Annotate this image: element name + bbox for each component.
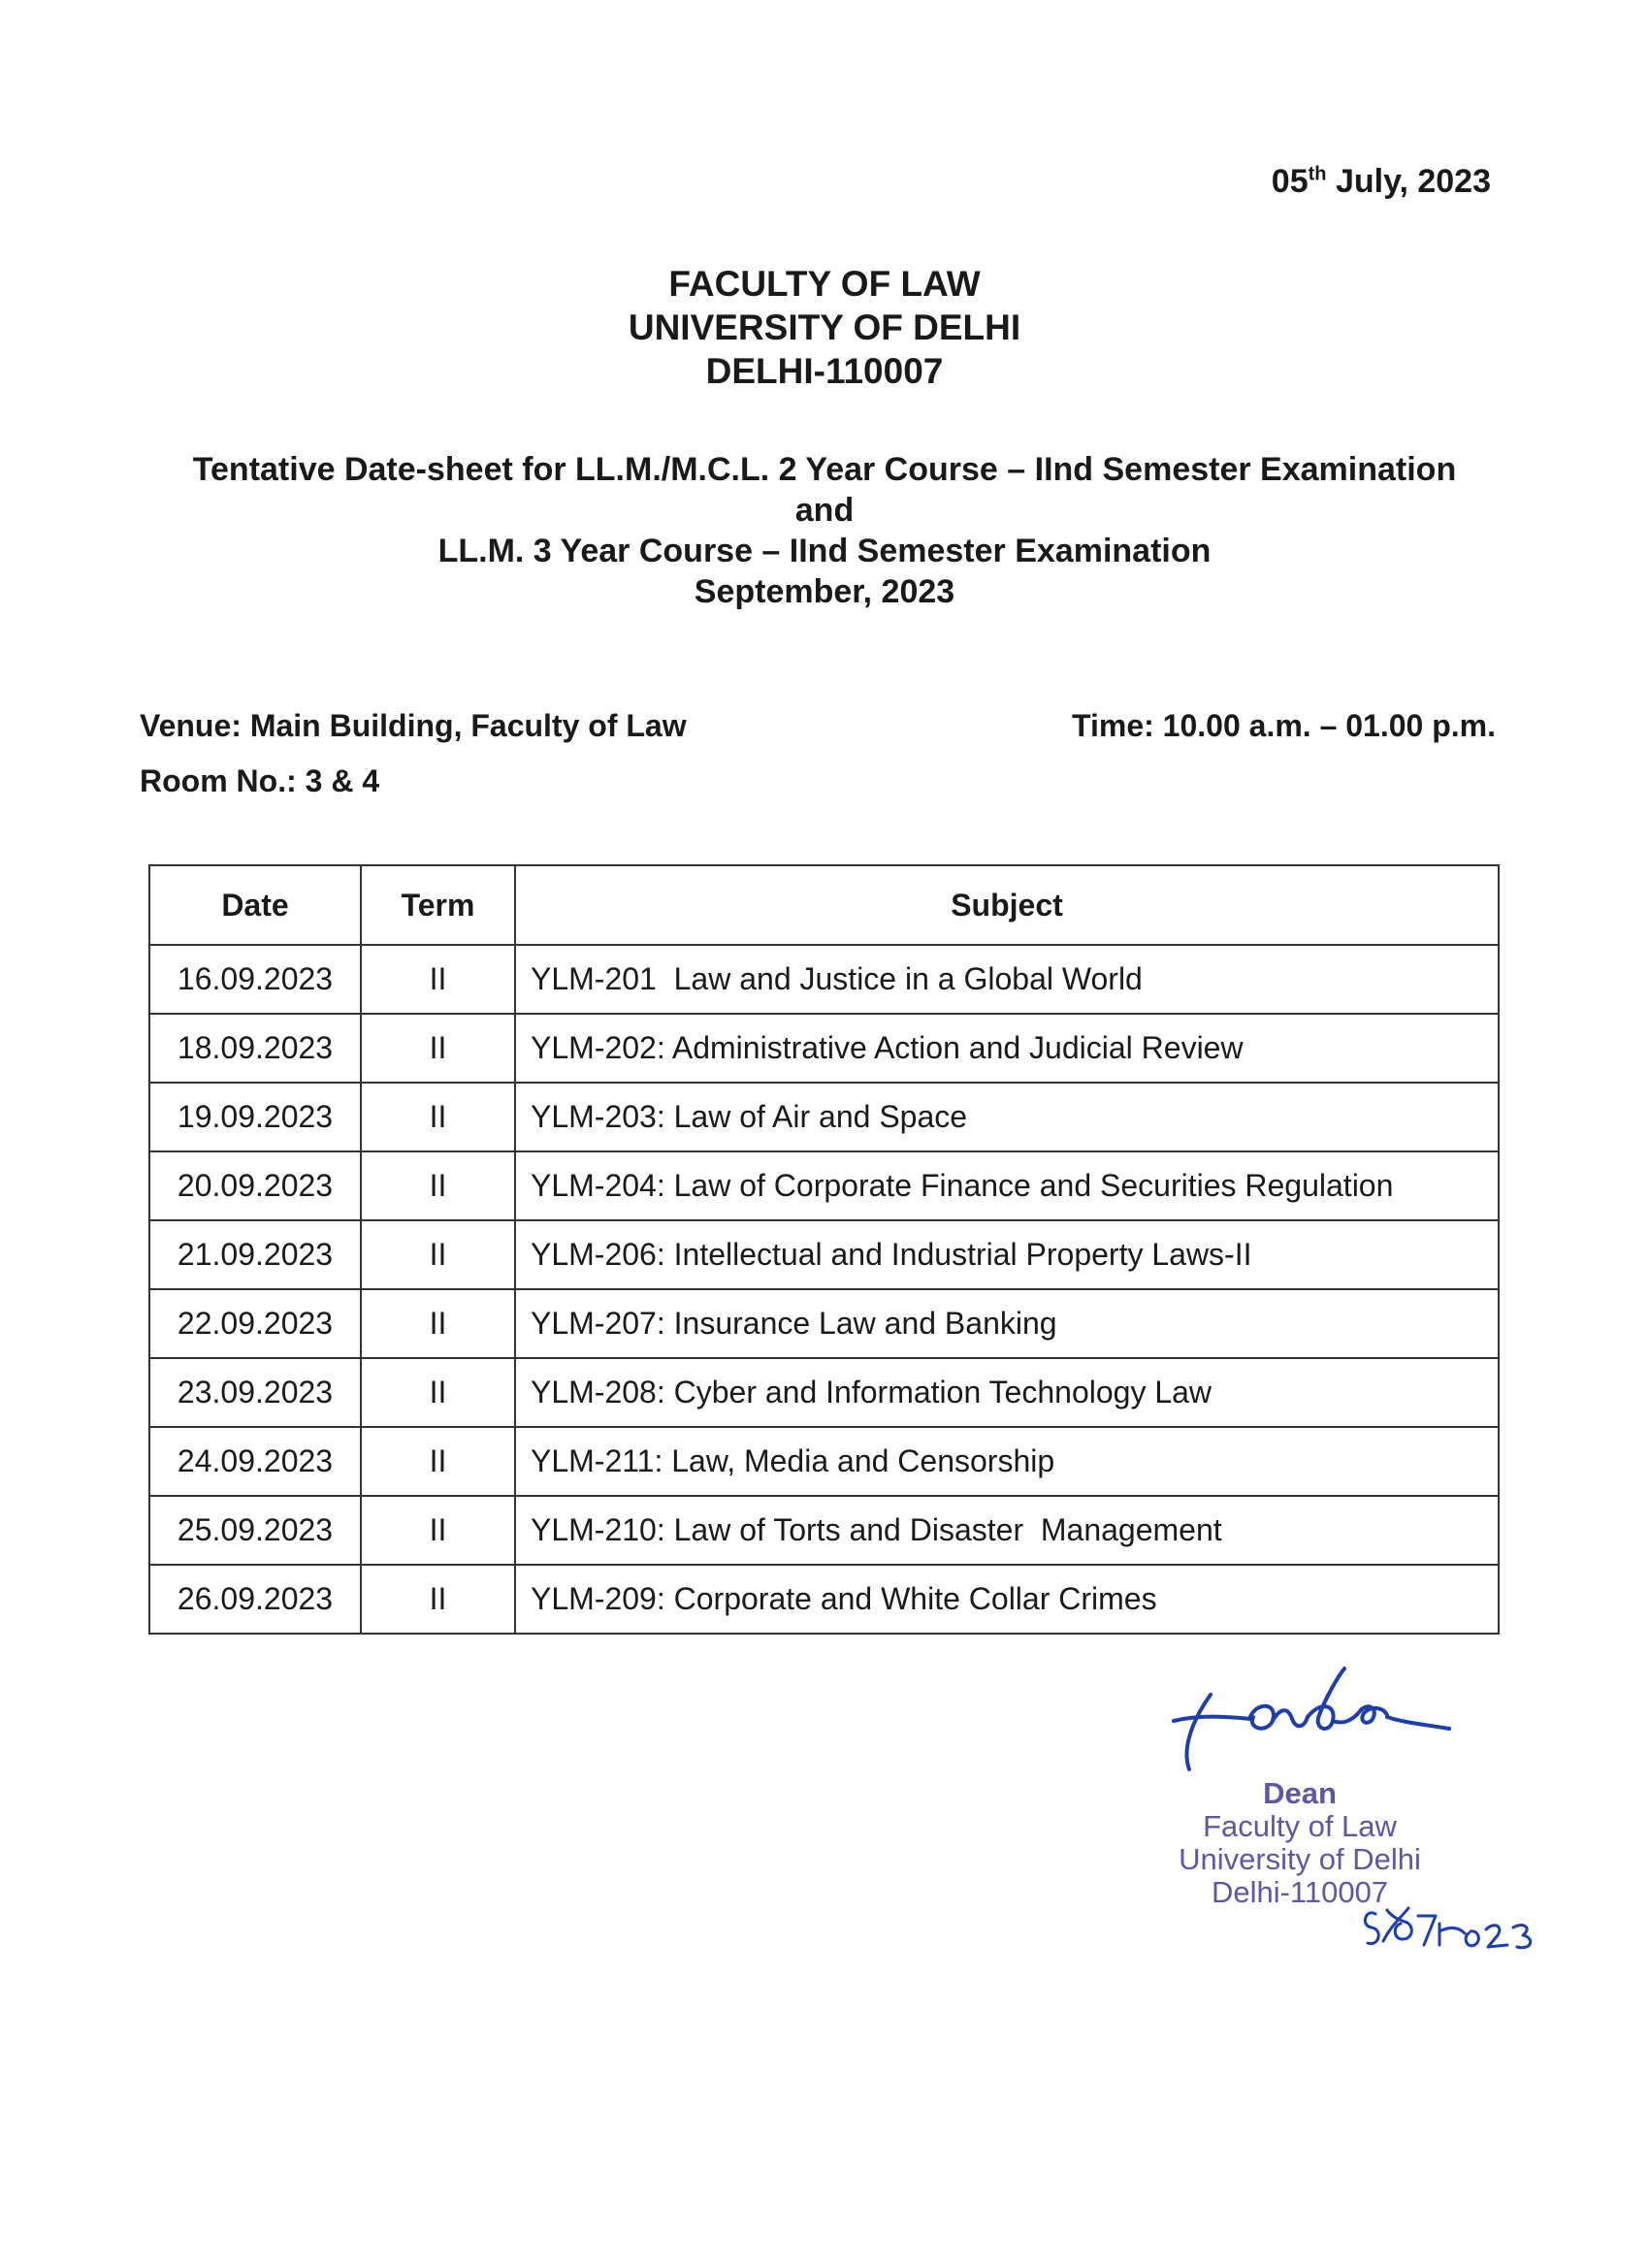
cell-term: II	[361, 1083, 515, 1151]
table-row	[149, 1151, 1499, 1220]
institution-header	[0, 262, 1649, 393]
header-university: UNIVERSITY OF DELHI	[628, 308, 1021, 347]
cell-date: 25.09.2023	[149, 1496, 361, 1565]
header-date: Date	[149, 865, 361, 945]
table-row	[149, 1565, 1499, 1634]
cell-date: 22.09.2023	[149, 1289, 361, 1358]
cell-term: II	[361, 1220, 515, 1289]
cell-subject: YLM-201 Law and Justice in a Global World	[515, 945, 1499, 1014]
venue-info: Venue: Main Building, Faculty of Law	[140, 708, 687, 743]
header-term: Term	[361, 865, 515, 945]
cell-term: II	[361, 1496, 515, 1565]
title-line-3: LL.M. 3 Year Course – IInd Semester Examination	[437, 533, 1212, 569]
cell-date: 20.09.2023	[149, 1151, 361, 1220]
cell-date: 26.09.2023	[149, 1565, 361, 1634]
table-row	[149, 1427, 1499, 1496]
cell-subject: YLM-208: Cyber and Information Technology Law	[515, 1358, 1499, 1427]
cell-date: 18.09.2023	[149, 1014, 361, 1083]
table-row	[149, 1014, 1499, 1083]
cell-subject: YLM-211: Law, Media and Censorship	[515, 1427, 1499, 1496]
cell-term: II	[361, 1289, 515, 1358]
exam-schedule-table	[148, 864, 1500, 1635]
time-info: Time: 10.00 a.m. – 01.00 p.m.	[1072, 708, 1496, 743]
document-date: 05th July, 2023	[1271, 163, 1491, 200]
stamp-title: Dean	[1263, 1776, 1337, 1810]
stamp-faculty: Faculty of Law	[1203, 1809, 1397, 1843]
cell-term: II	[361, 1014, 515, 1083]
header-city: DELHI-110007	[705, 351, 944, 391]
table-row	[149, 1083, 1499, 1151]
cell-subject: YLM-202: Administrative Action and Judicial Review	[515, 1014, 1499, 1083]
cell-term: II	[361, 1151, 515, 1220]
cell-term: II	[361, 1565, 515, 1634]
table-header-row	[149, 865, 1499, 945]
table-row	[149, 1289, 1499, 1358]
stamp-city: Delhi-110007	[1211, 1875, 1389, 1909]
dean-signature	[1172, 1661, 1492, 1777]
cell-date: 24.09.2023	[149, 1427, 361, 1496]
header-faculty: FACULTY OF LAW	[668, 264, 981, 304]
title-line-4: September, 2023	[694, 573, 955, 610]
cell-date: 23.09.2023	[149, 1358, 361, 1427]
cell-date: 16.09.2023	[149, 945, 361, 1014]
title-line-1: Tentative Date-sheet for LL.M./M.C.L. 2 Year Course – IInd Semester Examination	[192, 451, 1457, 488]
table-row	[149, 1496, 1499, 1565]
cell-subject: YLM-204: Law of Corporate Finance and Securities Regulation	[515, 1151, 1499, 1220]
cell-subject: YLM-203: Law of Air and Space	[515, 1083, 1499, 1151]
cell-date: 21.09.2023	[149, 1220, 361, 1289]
cell-subject: YLM-206: Intellectual and Industrial Property Laws-II	[515, 1220, 1499, 1289]
handwritten-date	[1358, 1896, 1542, 1964]
table-row	[149, 945, 1499, 1014]
dean-stamp	[1145, 1777, 1455, 1909]
title-line-2: and	[794, 492, 855, 529]
cell-subject: YLM-209: Corporate and White Collar Crimes	[515, 1565, 1499, 1634]
table-row	[149, 1220, 1499, 1289]
table-row	[149, 1358, 1499, 1427]
cell-term: II	[361, 1427, 515, 1496]
cell-subject: YLM-207: Insurance Law and Banking	[515, 1289, 1499, 1358]
cell-term: II	[361, 1358, 515, 1427]
cell-term: II	[361, 945, 515, 1014]
cell-date: 19.09.2023	[149, 1083, 361, 1151]
stamp-university: University of Delhi	[1179, 1842, 1421, 1876]
document-title	[0, 449, 1649, 612]
cell-subject: YLM-210: Law of Torts and Disaster Management	[515, 1496, 1499, 1565]
room-info: Room No.: 3 & 4	[140, 763, 380, 798]
header-subject: Subject	[515, 865, 1499, 945]
